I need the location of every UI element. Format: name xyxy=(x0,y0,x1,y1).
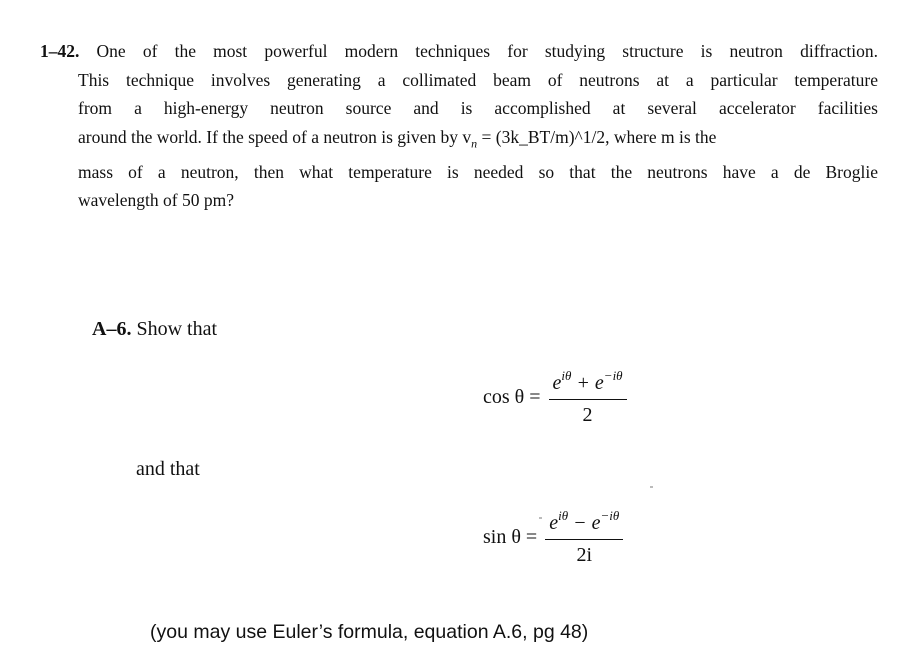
equation-sin-lhs: sin θ = xyxy=(483,526,538,548)
hint-text: (you may use Euler’s formula, equation A.6, pg 48) xyxy=(150,621,589,643)
equation-cos-lhs: cos θ = xyxy=(483,386,541,408)
equation-cos-denominator: 2 xyxy=(582,404,593,426)
problem-line-4: around the world. If the speed of a neutron is given by $v_n$ = (3k_BT/m)^1/2, where m is the xyxy=(78,126,717,150)
equation-sin-numerator: $e^{i\theta} - e^{-i\theta}$ xyxy=(545,508,623,540)
problem-line-6: wavelength of 50 pm? xyxy=(78,190,234,210)
problem-1-42 xyxy=(40,37,878,215)
speed-formula: = (3k_BT/m)^1/2 xyxy=(481,126,606,147)
scan-speck xyxy=(650,486,653,488)
problem-line-1 xyxy=(40,37,878,66)
problem-line-5: mass of a neutron, then what temperature is needed so that the neutrons have a de Broglie xyxy=(78,161,878,182)
equation-cos-numerator: $e^{i\theta} + e^{-i\theta}$ xyxy=(549,368,627,400)
and-that-text: and that xyxy=(136,458,200,480)
problem-line-3: from a high-energy neutron source and is accomplished at several accelerator facilities xyxy=(78,98,878,118)
equation-cos-fraction xyxy=(549,368,627,427)
equation-cos xyxy=(483,368,627,427)
problem-text-line-1: One of the most powerful modern techniques for studying structure is neutron diffraction. xyxy=(96,41,879,61)
equation-sin xyxy=(483,508,623,567)
equation-sin-fraction xyxy=(545,508,623,567)
problem-line-2: This technique involves generating a collimated beam of neutrons at a particular temperature xyxy=(78,69,878,90)
section-title: Show that xyxy=(136,318,218,340)
section-number: A–6. xyxy=(92,318,132,340)
equation-sin-denominator: 2i xyxy=(576,544,592,566)
problem-number: 1–42. xyxy=(40,41,80,61)
scan-speck xyxy=(539,517,542,519)
section-a6-heading xyxy=(92,318,217,341)
